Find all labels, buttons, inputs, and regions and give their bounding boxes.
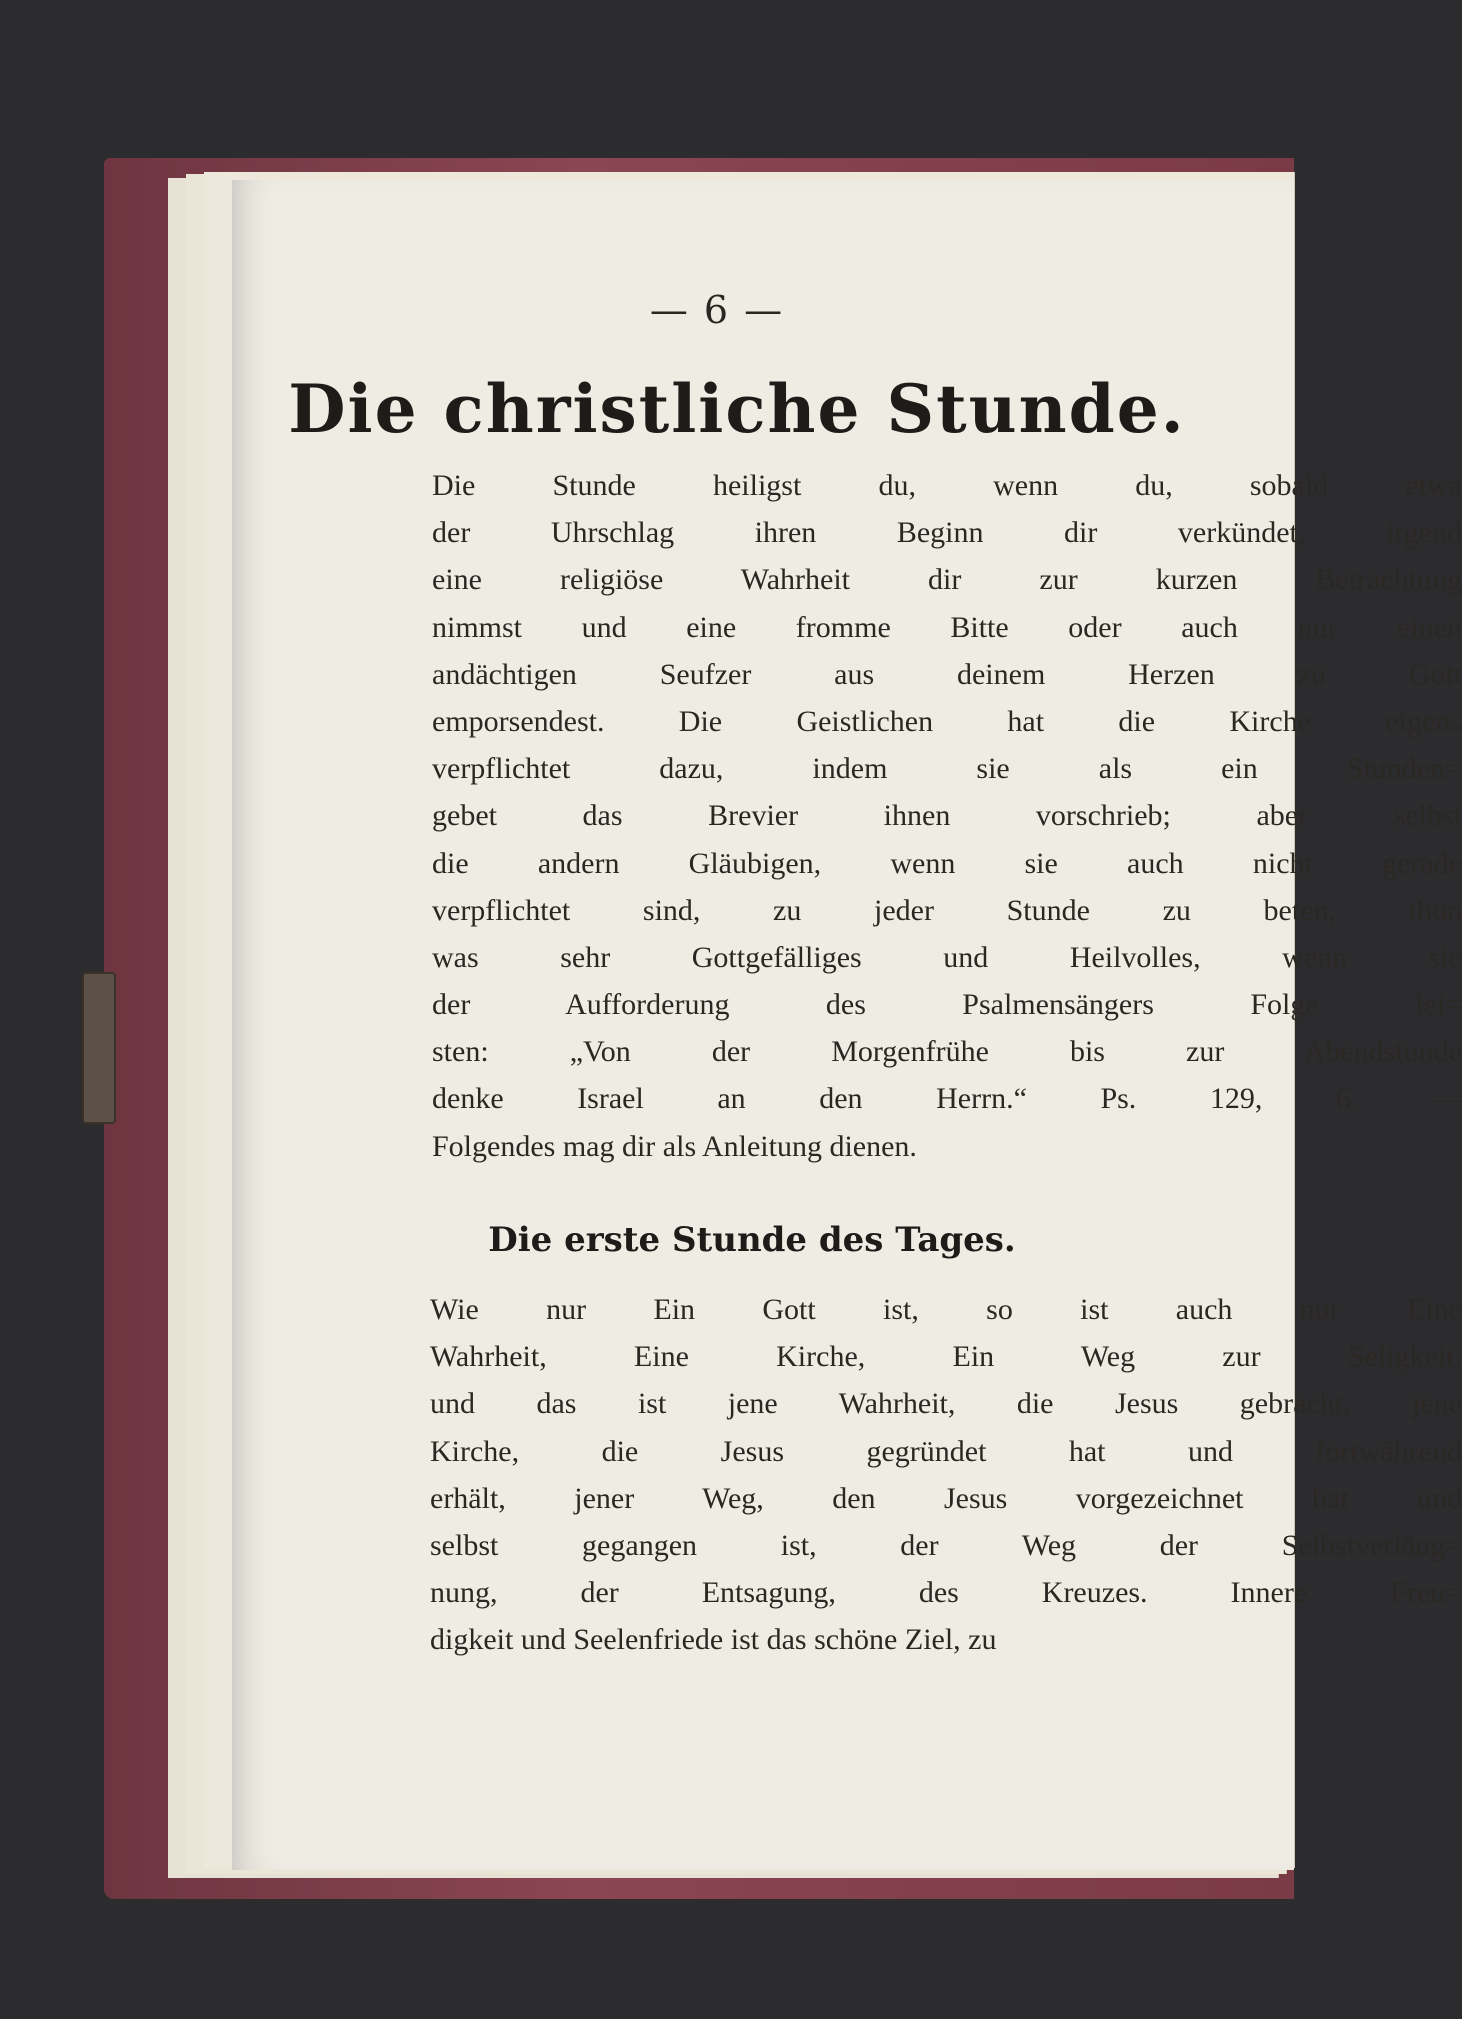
text-line: sten: „Von der Morgenfrühe bis zur Abendstunde [432, 1035, 1462, 1069]
text-line: gebet das Brevier ihnen vorschrieb; aber selbst [432, 799, 1462, 833]
text-line: verpflichtet dazu, indem sie als ein Stunden= [432, 752, 1462, 786]
text-line: Die Stunde heiligst du, wenn du, sobald etwa [432, 469, 1462, 502]
text-line: verpflichtet sind, zu jeder Stunde zu beten, thun [432, 893, 1462, 927]
chapter-title: Die christliche Stunde. [288, 370, 1186, 448]
text-line: Wahrheit, Eine Kirche, Ein Weg zur Seligkeit, [430, 1340, 1462, 1374]
text-line: Folgendes mag dir als Anleitung dienen. [432, 1129, 917, 1163]
text-line: digkeit und Seelenfriede ist das schöne Ziel, zu [430, 1623, 997, 1657]
text-line: emporsendest. Die Geistlichen hat die Kirche eigens [432, 704, 1462, 738]
text-line: der Uhrschlag ihren Beginn dir verkündet, irgend [432, 516, 1462, 550]
intro-paragraph [432, 462, 1462, 1170]
text-line: nimmst und eine fromme Bitte oder auch nur einen [432, 610, 1462, 644]
text-line: die andern Gläubigen, wenn sie auch nicht gerade [432, 846, 1462, 880]
text-line: Wie nur Ein Gott ist, so ist auch nur Eine [430, 1293, 1462, 1326]
page-number: — 6 — [649, 288, 785, 332]
body-paragraph [430, 1286, 1462, 1664]
text-line: selbst gegangen ist, der Weg der Selbstverläug= [430, 1528, 1462, 1562]
text-line: Kirche, die Jesus gegründet hat und fortwährend [430, 1434, 1462, 1468]
text-line: der Aufforderung des Psalmensängers Folge lei= [432, 988, 1462, 1022]
text-line: nung, der Entsagung, des Kreuzes. Innere Freu= [430, 1576, 1462, 1610]
text-line: denke Israel an den Herrn.“ Ps. 129, 6. — [432, 1082, 1462, 1116]
clasp-strap [82, 972, 116, 1124]
text-line: andächtigen Seufzer aus deinem Herzen zu Gott [432, 657, 1462, 691]
section-heading: Die erste Stunde des Tages. [488, 1220, 1016, 1260]
text-line: erhält, jener Weg, den Jesus vorgezeichnet hat und [430, 1481, 1462, 1515]
text-line: was sehr Gottgefälliges und Heilvolles, wenn sie [432, 940, 1462, 974]
book-page [232, 180, 1462, 1870]
text-line: und das ist jene Wahrheit, die Jesus gebracht, jene [430, 1387, 1462, 1421]
text-line: eine religiöse Wahrheit dir zur kurzen Betrachtung [432, 563, 1462, 597]
